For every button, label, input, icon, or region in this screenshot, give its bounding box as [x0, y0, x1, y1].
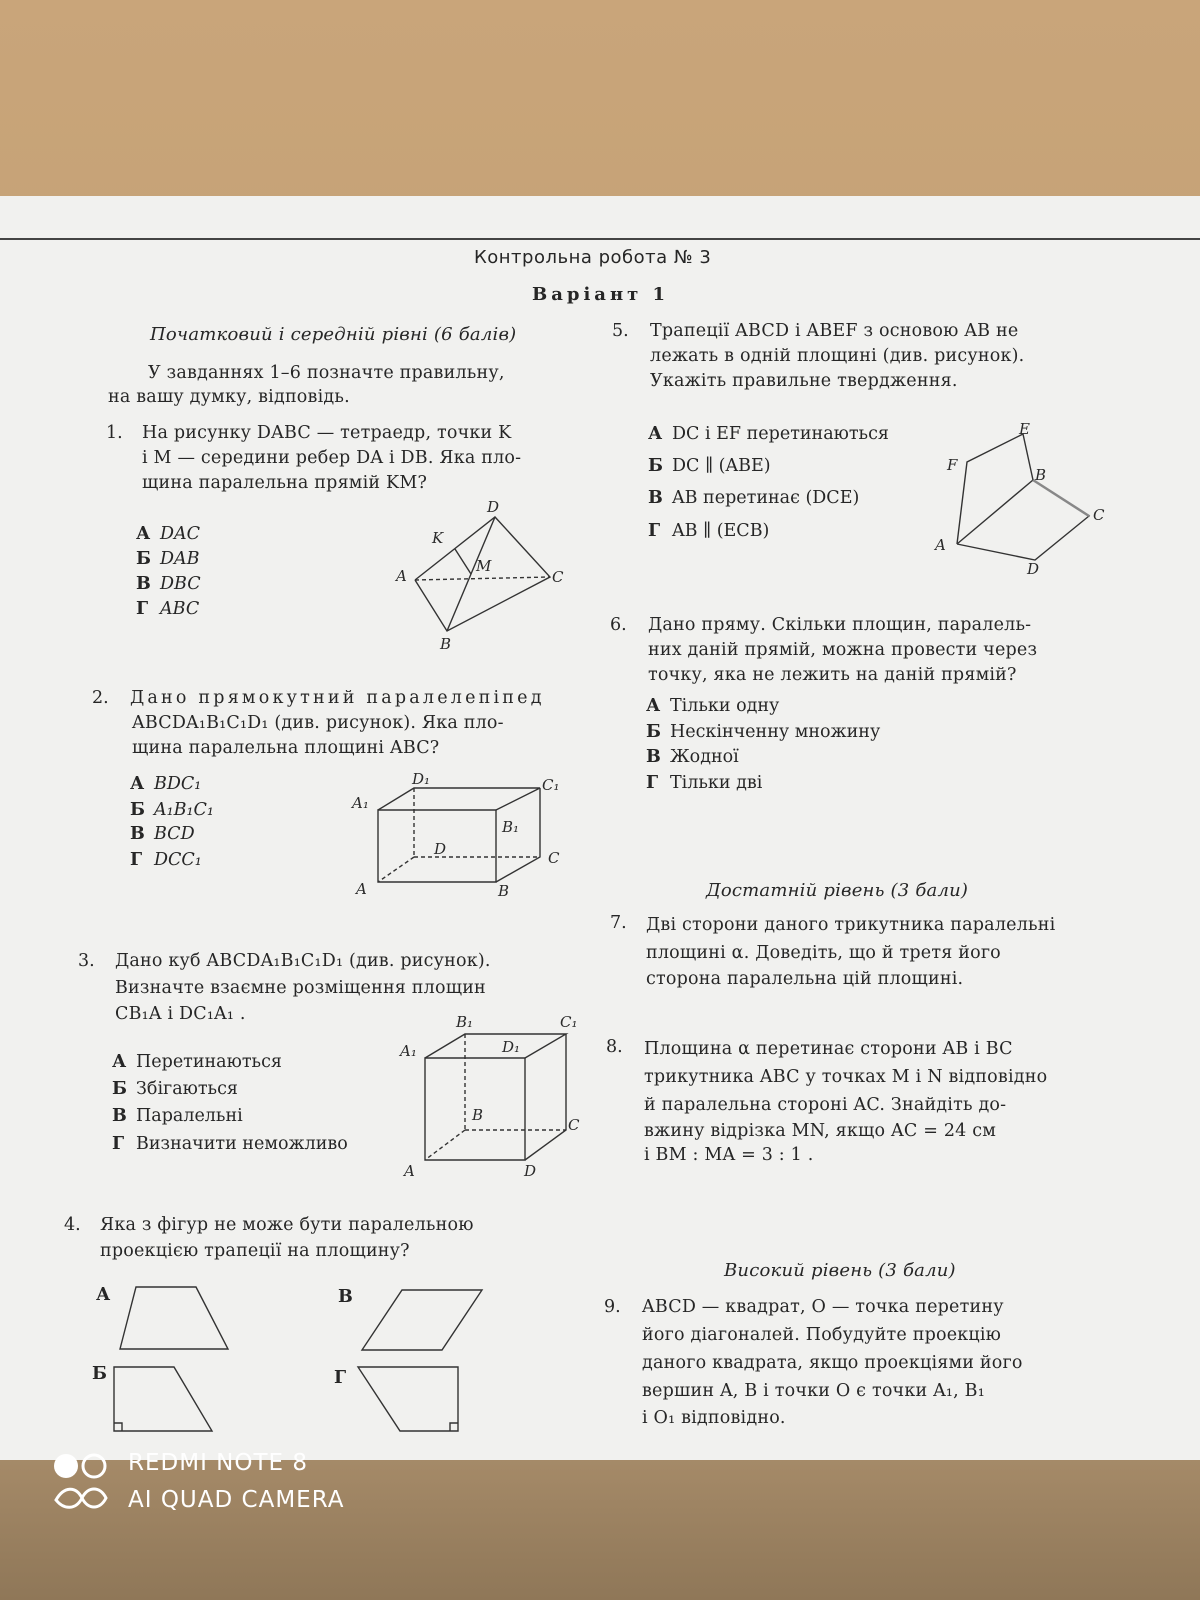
q1-option-c[interactable]: В DBC: [136, 574, 201, 594]
tetrahedron-figure: [390, 495, 590, 655]
q3-line-2: Визначте взаємне розміщення площин: [115, 978, 486, 998]
trapezoids-figure: [935, 420, 1115, 590]
q4-option-a-label[interactable]: А: [96, 1285, 111, 1305]
q6-line-3: точку, яка не лежить на даній прямій?: [648, 665, 1017, 685]
label-C: C: [1093, 506, 1105, 524]
q3-line-3: CB₁A і DC₁A₁ .: [115, 1004, 246, 1024]
label-D1: D₁: [412, 770, 431, 788]
label-B1: B₁: [502, 818, 520, 836]
q5-line-1: Трапеції ABCD і ABEF з основою AB не: [650, 321, 1019, 341]
label-K: K: [432, 529, 444, 547]
q3-option-a[interactable]: А Перетинаються: [112, 1052, 282, 1072]
q1-option-b[interactable]: Б DAB: [136, 549, 200, 569]
q9-line-3: даного квадрата, якщо проекціями його: [642, 1353, 1023, 1373]
q4-number: 4.: [64, 1215, 81, 1235]
q2-option-a[interactable]: А BDC₁: [130, 774, 202, 794]
intro-line-1: У завданнях 1–6 позначте правильну,: [148, 363, 505, 383]
label-C1: C₁: [542, 776, 560, 794]
q4-figure-a-trapezoid: [118, 1285, 238, 1357]
section-sufficient-title: Достатній рівень (3 бали): [706, 880, 969, 901]
label-B: B: [1035, 466, 1047, 484]
q1-line-3: щина паралельна прямій KM?: [142, 473, 428, 493]
section-high-title: Високий рівень (3 бали): [724, 1260, 956, 1281]
q4-figure-g-right-trapezoid: [356, 1365, 466, 1437]
label-B: B: [440, 635, 452, 653]
q5-option-c[interactable]: В AB перетинає (DCE): [648, 488, 860, 508]
label-D1: D₁: [502, 1038, 521, 1056]
q7-line-2: площині α. Доведіть, що й третя його: [646, 943, 1001, 963]
label-E: E: [1019, 420, 1030, 438]
q5-option-d[interactable]: Г AB ∥ (ECB): [648, 521, 770, 541]
q3-option-c[interactable]: В Паралельні: [112, 1106, 243, 1126]
q8-line-1: Площина α перетинає сторони AB і BC: [644, 1039, 1013, 1059]
q3-number: 3.: [78, 951, 95, 971]
q3-option-b[interactable]: Б Збігаються: [112, 1079, 238, 1099]
label-C: C: [548, 849, 560, 867]
q6-line-2: них даній прямій, можна провести через: [648, 640, 1038, 660]
q2-number: 2.: [92, 688, 109, 708]
label-D: D: [524, 1162, 537, 1180]
variant-label: Варіант 1: [532, 284, 670, 305]
parallelepiped-figure: [350, 772, 580, 912]
q9-line-1: ABCD — квадрат, O — точка перетину: [642, 1297, 1004, 1317]
q3-option-d[interactable]: Г Визначити неможливо: [112, 1134, 348, 1154]
watermark-camera: AI QUAD CAMERA: [128, 1487, 345, 1513]
label-B1: B₁: [456, 1013, 474, 1031]
q4-line-2: проекцією трапеції на площину?: [100, 1241, 410, 1261]
table-edge: [0, 1460, 1200, 1600]
label-M: M: [476, 557, 492, 575]
intro-line-2: на вашу думку, відповідь.: [108, 387, 350, 407]
label-A: A: [356, 880, 367, 898]
q6-option-b[interactable]: Б Нескінченну множину: [646, 722, 881, 742]
q8-line-3: й паралельна стороні AC. Знайдіть до-: [644, 1095, 1007, 1115]
label-A: A: [935, 536, 946, 554]
q8-line-2: трикутника ABC у точках M і N відповідно: [644, 1067, 1048, 1087]
label-A: A: [404, 1162, 415, 1180]
q9-number: 9.: [604, 1297, 621, 1317]
label-B: B: [472, 1106, 484, 1124]
q8-line-4: вжину відрізка MN, якщо AC = 24 см: [644, 1121, 997, 1141]
q4-option-g-label[interactable]: Г: [334, 1368, 347, 1388]
label-A1: A₁: [352, 794, 369, 812]
q7-line-3: сторона паралельна цій площині.: [646, 969, 964, 989]
q4-option-v-label[interactable]: В: [338, 1287, 353, 1307]
label-C: C: [568, 1116, 580, 1134]
q6-option-c[interactable]: В Жодної: [646, 747, 739, 767]
q1-line-2: і M — середини ребер DA і DB. Яка пло-: [142, 448, 522, 468]
section-initial-title: Початковий і середній рівні (6 балів): [150, 324, 517, 345]
q3-line-1: Дано куб ABCDA₁B₁C₁D₁ (див. рисунок).: [115, 951, 491, 971]
q1-option-d[interactable]: Г ABC: [136, 599, 200, 619]
q6-line-1: Дано пряму. Скільки площин, паралель-: [648, 615, 1032, 635]
q4-option-b-label[interactable]: Б: [92, 1364, 107, 1384]
q7-line-1: Дві сторони даного трикутника паралельні: [646, 915, 1056, 935]
q5-line-3: Укажіть правильне твердження.: [650, 371, 958, 391]
q8-number: 8.: [606, 1037, 623, 1057]
label-C1: C₁: [560, 1013, 578, 1031]
q1-number: 1.: [106, 423, 123, 443]
label-C: C: [552, 568, 564, 586]
watermark-model: REDMI NOTE 8: [128, 1450, 308, 1476]
q2-line-1: Дано прямокутний паралелепіпед: [130, 688, 545, 708]
top-rule-line: [0, 238, 1200, 240]
label-D: D: [1027, 560, 1040, 578]
q4-line-1: Яка з фігур не може бути паралельною: [100, 1215, 474, 1235]
q8-line-5: і BM : MA = 3 : 1 .: [644, 1145, 814, 1165]
q5-option-b[interactable]: Б DC ∥ (ABE): [648, 456, 771, 476]
label-F: F: [947, 456, 958, 474]
q1-line-1: На рисунку DABC — тетраедр, точки K: [142, 423, 512, 443]
label-B: B: [498, 882, 510, 900]
q2-line-3: щина паралельна площині ABC?: [132, 738, 440, 758]
label-D: D: [434, 840, 447, 858]
q2-option-c[interactable]: В BCD: [130, 824, 195, 844]
q2-option-b[interactable]: Б A₁B₁C₁: [130, 800, 214, 820]
camera-logo-icon: [52, 1450, 112, 1512]
label-A: A: [396, 567, 407, 585]
cube-figure: [400, 1010, 600, 1190]
q2-option-d[interactable]: Г DCC₁: [130, 850, 202, 870]
q6-option-d[interactable]: Г Тільки дві: [646, 773, 763, 793]
q1-option-a[interactable]: А DAC: [136, 524, 201, 544]
q5-line-2: лежать в одній площині (див. рисунок).: [650, 346, 1025, 366]
q6-option-a[interactable]: А Тільки одну: [646, 696, 780, 716]
label-A1: A₁: [400, 1042, 417, 1060]
label-D: D: [487, 498, 500, 516]
q5-option-a[interactable]: А DC і EF перетинаються: [648, 424, 889, 444]
q4-figure-b-right-trapezoid: [112, 1365, 222, 1437]
q5-number: 5.: [612, 321, 629, 341]
q9-line-4: вершин A, B і точки O є точки A₁, B₁: [642, 1381, 985, 1401]
q6-number: 6.: [610, 615, 627, 635]
q7-number: 7.: [610, 913, 627, 933]
q9-line-2: його діагоналей. Побудуйте проекцію: [642, 1325, 1002, 1345]
q4-figure-v-parallelogram: [360, 1288, 490, 1360]
q9-line-5: і O₁ відповідно.: [642, 1408, 786, 1428]
page-title: Контрольна робота № 3: [474, 247, 712, 268]
q2-line-2: ABCDA₁B₁C₁D₁ (див. рисунок). Яка пло-: [132, 713, 504, 733]
